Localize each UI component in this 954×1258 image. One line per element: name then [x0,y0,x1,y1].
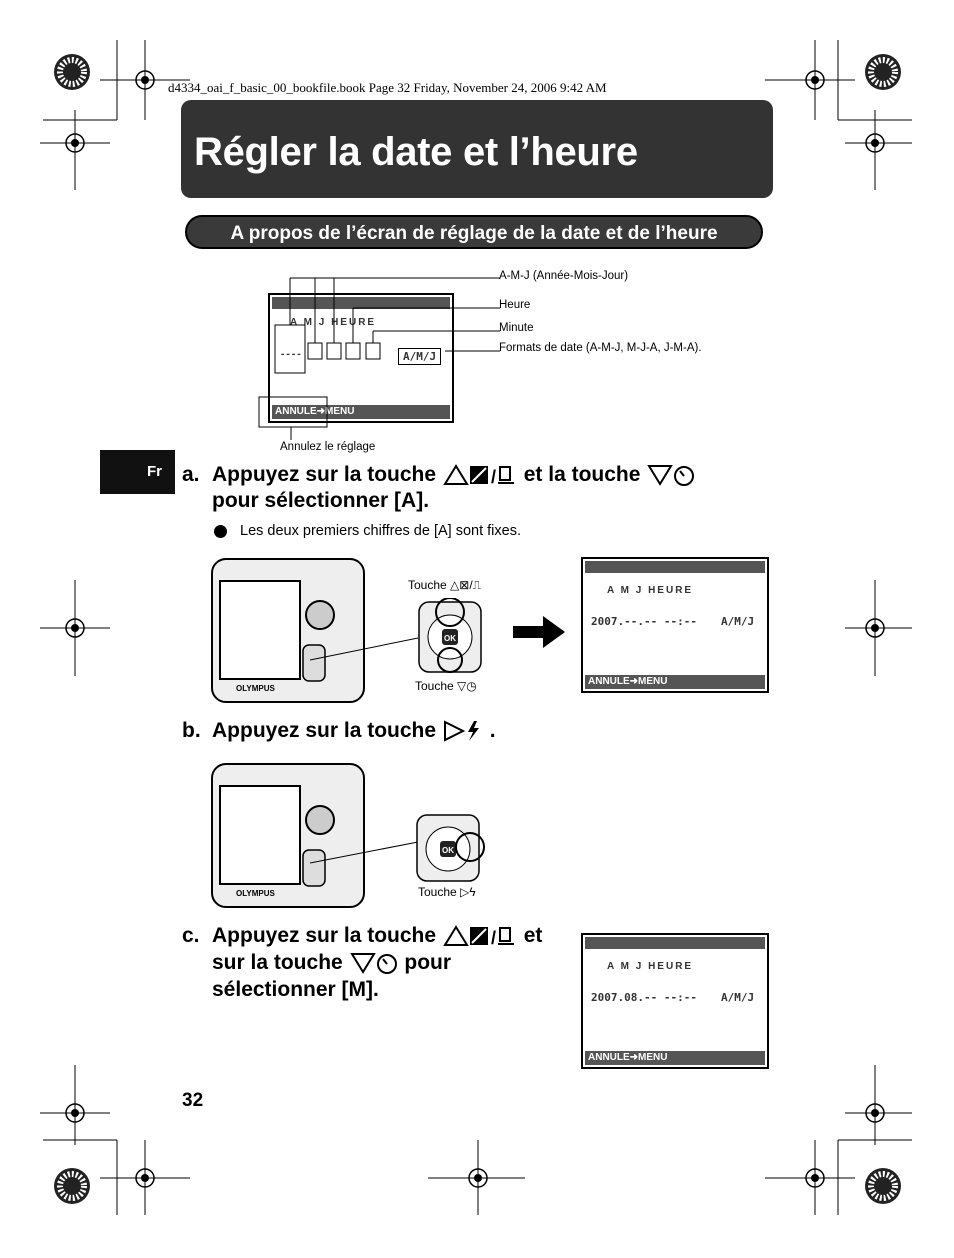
ok-label-a: OK [444,634,456,643]
diagram-callout-lines [255,270,505,450]
down-selftimer-icon [646,463,696,487]
step-c-letter: c. [182,924,200,947]
lcd2-date: 2007.08.-- --:-- [591,991,697,1004]
callout-heure: Heure [499,299,531,311]
camera-b-zoom-line [300,808,430,878]
bullet-text: Les deux premiers chiffres de [A] sont fixes. [240,523,522,539]
step-b-letter: b. [182,719,201,742]
lcd-year-placeholder: ---- [280,350,302,360]
touche-down-label: Touche ▽◷ [415,679,477,693]
lcd2-labels: A M J HEURE [607,961,694,972]
step-c-text-pre: Appuyez sur la touche [212,924,437,947]
step-c-line2-end: pour [404,951,452,974]
step-c-text-end: et [523,924,543,947]
lcd-labels: A M J HEURE [290,317,377,328]
callout-annulez: Annulez le réglage [280,441,376,453]
lcd2-footer: ANNULE➜MENU [585,1051,765,1065]
step-c-line2-pre: sur la touche [212,951,343,974]
up-exposure-print-icon [442,463,518,487]
lcd2-format: A/M/J [721,991,755,1004]
callout-amj: A-M-J (Année-Mois-Jour) [499,270,629,282]
lcd-screen-1 [581,557,769,693]
camera-brand-b: OLYMPUS [236,889,275,898]
lcd1-header [585,561,765,573]
down-selftimer-icon [349,951,399,975]
lcd1-labels: A M J HEURE [607,585,694,596]
language-tab-label: Fr [147,463,162,480]
lcd-date-format: A/M/J [398,348,441,365]
lcd-footer: ANNULE➜MENU [272,405,450,419]
step-c-line1 [212,924,542,948]
step-b-text: Appuyez sur la touche [212,719,437,742]
step-a-text-pre: Appuyez sur la touche [212,463,437,486]
step-b-end: . [489,719,496,742]
camera-a-zoom-line [300,600,430,670]
section-title: A propos de l’écran de réglage de la date et de l’heure [230,223,718,244]
right-flash-icon [442,719,484,743]
step-a-line2: pour sélectionner [A]. [212,489,430,512]
page-title: Régler la date et l’heure [194,130,638,174]
step-a-letter: a. [182,463,200,486]
svg-text:/: / [490,467,496,488]
step-a-text-mid: et la touche [523,463,641,486]
dpad-b [414,807,489,883]
section-heading-pill [185,215,763,249]
step-a-line1 [212,463,696,487]
language-tab [100,450,175,494]
lcd-screen-2 [581,933,769,1069]
touche-up-label: Touche △⊠/⎍ [408,578,482,592]
step-c-line2 [212,951,451,975]
right-arrow-icon [513,616,566,648]
lcd1-format: A/M/J [721,615,755,628]
lcd1-date: 2007.--.-- --:-- [591,615,697,628]
callout-minute: Minute [499,322,534,334]
page-number: 32 [182,1090,204,1111]
up-exposure-print-icon [442,924,518,948]
lcd1-footer: ANNULE➜MENU [585,675,765,689]
lcd2-header [585,937,765,949]
step-c-line3: sélectionner [M]. [212,978,379,1001]
svg-text:/: / [490,928,496,949]
dpad-a [416,598,484,676]
step-b-line [212,719,496,743]
callout-formats: Formats de date (A-M-J, M-J-A, J-M-A). [499,342,702,354]
touche-right-label: Touche ▷ϟ [418,885,476,899]
camera-brand-a: OLYMPUS [236,684,275,693]
book-info-line: d4334_oai_f_basic_00_bookfile.book Page 32 Friday, November 24, 2006 9:42 AM [168,80,607,95]
ok-label-b: OK [442,846,454,855]
bullet-dot [214,525,227,538]
